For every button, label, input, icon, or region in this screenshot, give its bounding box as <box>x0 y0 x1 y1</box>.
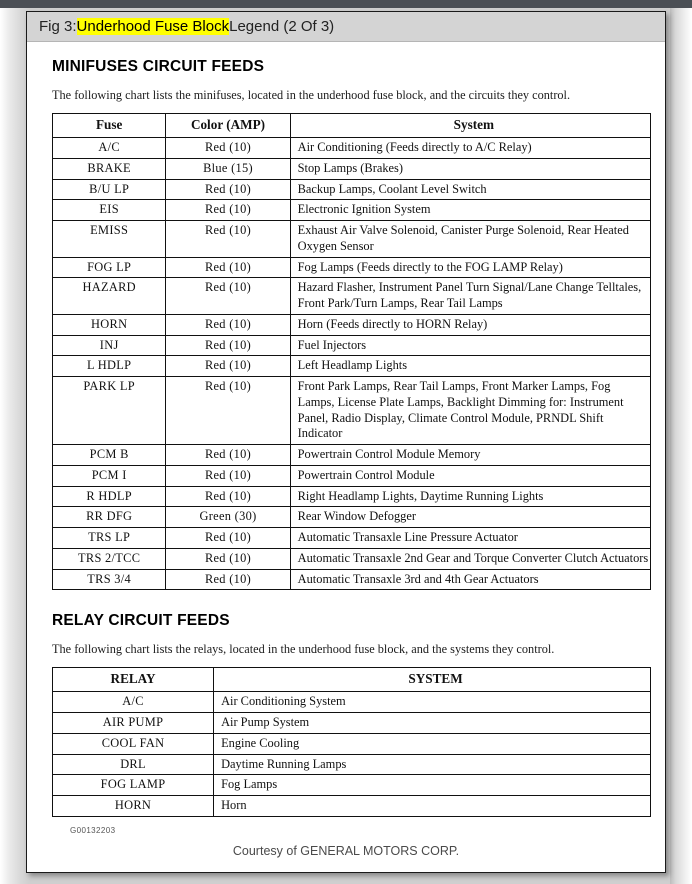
column-header-fuse: Fuse <box>53 114 166 138</box>
cell-color: Red (10) <box>166 278 290 315</box>
cell-fuse: TRS 3/4 <box>53 569 166 590</box>
cell-system: Fuel Injectors <box>290 335 650 356</box>
minifuses-heading: MINIFUSES CIRCUIT FEEDS <box>52 58 265 75</box>
table-row <box>53 528 651 549</box>
cell-color: Red (10) <box>166 377 290 445</box>
cell-fuse: RR DFG <box>53 507 166 528</box>
cell-system: Electronic Ignition System <box>290 200 650 221</box>
cell-fuse: FOG LP <box>53 257 166 278</box>
cell-fuse: HAZARD <box>53 278 166 315</box>
cell-system: Horn (Feeds directly to HORN Relay) <box>290 314 650 335</box>
cell-color: Red (10) <box>166 221 290 258</box>
cell-system: Rear Window Defogger <box>290 507 650 528</box>
table-row <box>53 733 651 754</box>
cell-color: Red (10) <box>166 528 290 549</box>
cell-system: Hazard Flasher, Instrument Panel Turn Signal/Lane Change Telltales, Front Park/Turn Lamps, Rear Tail Lamps <box>290 278 650 315</box>
cell-fuse: EIS <box>53 200 166 221</box>
table-row <box>53 158 651 179</box>
column-header-relay: RELAY <box>53 668 214 692</box>
cell-fuse: PCM B <box>53 445 166 466</box>
cell-relay: HORN <box>53 796 214 817</box>
cell-relay: FOG LAMP <box>53 775 214 796</box>
table-row <box>53 179 651 200</box>
cell-system: Air Conditioning (Feeds directly to A/C Relay) <box>290 138 650 159</box>
figure-id-label: G00132203 <box>70 825 116 835</box>
relays-section <box>45 612 651 817</box>
cell-color: Red (10) <box>166 200 290 221</box>
cell-color: Red (10) <box>166 548 290 569</box>
table-row <box>53 692 651 713</box>
cell-fuse: INJ <box>53 335 166 356</box>
minifuses-section <box>45 58 651 590</box>
table-row <box>53 356 651 377</box>
cell-fuse: PARK LP <box>53 377 166 445</box>
relays-table-head <box>53 668 651 692</box>
table-row <box>53 257 651 278</box>
table-row <box>53 138 651 159</box>
cell-system: Powertrain Control Module <box>290 465 650 486</box>
table-row <box>53 548 651 569</box>
table-row <box>53 377 651 445</box>
table-row <box>53 713 651 734</box>
table-header-row <box>53 114 651 138</box>
cell-system: Air Pump System <box>214 713 651 734</box>
table-row <box>53 465 651 486</box>
cell-system: Exhaust Air Valve Solenoid, Canister Purge Solenoid, Rear Heated Oxygen Sensor <box>290 221 650 258</box>
cell-system: Backup Lamps, Coolant Level Switch <box>290 179 650 200</box>
cell-relay: COOL FAN <box>53 733 214 754</box>
cell-color: Red (10) <box>166 179 290 200</box>
table-row <box>53 754 651 775</box>
minifuses-intro: The following chart lists the minifuses, located in the underhood fuse block, and the circuits they control. <box>52 88 571 102</box>
column-header-color: Color (AMP) <box>166 114 290 138</box>
document-page <box>26 11 666 873</box>
window-top-bar <box>0 0 692 8</box>
cell-color: Red (10) <box>166 335 290 356</box>
table-row <box>53 445 651 466</box>
cell-system: Engine Cooling <box>214 733 651 754</box>
table-row <box>53 314 651 335</box>
cell-color: Red (10) <box>166 569 290 590</box>
cell-system: Automatic Transaxle Line Pressure Actuator <box>290 528 650 549</box>
relays-table <box>52 667 651 817</box>
cell-color: Green (30) <box>166 507 290 528</box>
cell-color: Red (10) <box>166 257 290 278</box>
table-row <box>53 569 651 590</box>
cell-system: Automatic Transaxle 3rd and 4th Gear Actuators <box>290 569 650 590</box>
cell-system: Automatic Transaxle 2nd Gear and Torque Converter Clutch Actuators <box>290 548 650 569</box>
cell-system: Fog Lamps (Feeds directly to the FOG LAMP Relay) <box>290 257 650 278</box>
cell-fuse: BRAKE <box>53 158 166 179</box>
cell-fuse: PCM I <box>53 465 166 486</box>
cell-system: Left Headlamp Lights <box>290 356 650 377</box>
cell-fuse: R HDLP <box>53 486 166 507</box>
cell-system: Front Park Lamps, Rear Tail Lamps, Front Marker Lamps, Fog Lamps, License Plate Lamps, Backlight Dimming for: Instrument Panel, Radio Display, Climate Control Module, PRNDL Shift Indicator <box>290 377 650 445</box>
cell-relay: AIR PUMP <box>53 713 214 734</box>
cell-system: Right Headlamp Lights, Daytime Running Lights <box>290 486 650 507</box>
cell-fuse: L HDLP <box>53 356 166 377</box>
page-body <box>27 42 665 835</box>
figure-title-prefix: Fig 3: <box>39 18 77 35</box>
figure-title-bar <box>27 12 665 42</box>
cell-color: Blue (15) <box>166 158 290 179</box>
column-header-system: System <box>290 114 650 138</box>
viewer-right-gutter <box>670 8 692 884</box>
figure-title-suffix: Legend (2 Of 3) <box>229 18 335 35</box>
table-row <box>53 507 651 528</box>
relays-intro: The following chart lists the relays, located in the underhood fuse block, and the systems they control. <box>52 642 555 657</box>
table-row <box>53 200 651 221</box>
cell-system: Stop Lamps (Brakes) <box>290 158 650 179</box>
table-row <box>53 796 651 817</box>
table-row <box>53 486 651 507</box>
cell-color: Red (10) <box>166 356 290 377</box>
table-row <box>53 775 651 796</box>
cell-system: Horn <box>214 796 651 817</box>
cell-color: Red (10) <box>166 445 290 466</box>
cell-system: Powertrain Control Module Memory <box>290 445 650 466</box>
relays-heading: RELAY CIRCUIT FEEDS <box>52 612 230 630</box>
table-row <box>53 278 651 315</box>
relays-table-body <box>53 692 651 817</box>
cell-fuse: B/U LP <box>53 179 166 200</box>
cell-fuse: TRS 2/TCC <box>53 548 166 569</box>
table-row <box>53 335 651 356</box>
minifuses-table-head <box>53 114 651 138</box>
cell-relay: DRL <box>53 754 214 775</box>
cell-color: Red (10) <box>166 486 290 507</box>
courtesy-line: Courtesy of GENERAL MOTORS CORP. <box>232 844 460 858</box>
cell-fuse: A/C <box>53 138 166 159</box>
table-header-row <box>53 668 651 692</box>
figure-title-highlight: Underhood Fuse Block <box>76 18 230 35</box>
cell-color: Red (10) <box>166 138 290 159</box>
cell-fuse: EMISS <box>53 221 166 258</box>
cell-system: Fog Lamps <box>214 775 651 796</box>
minifuses-table <box>52 113 651 590</box>
cell-fuse: HORN <box>53 314 166 335</box>
cell-system: Air Conditioning System <box>214 692 651 713</box>
cell-fuse: TRS LP <box>53 528 166 549</box>
column-header-system: SYSTEM <box>214 668 651 692</box>
cell-color: Red (10) <box>166 314 290 335</box>
cell-relay: A/C <box>53 692 214 713</box>
minifuses-table-body <box>53 138 651 590</box>
cell-color: Red (10) <box>166 465 290 486</box>
table-row <box>53 221 651 258</box>
cell-system: Daytime Running Lamps <box>214 754 651 775</box>
